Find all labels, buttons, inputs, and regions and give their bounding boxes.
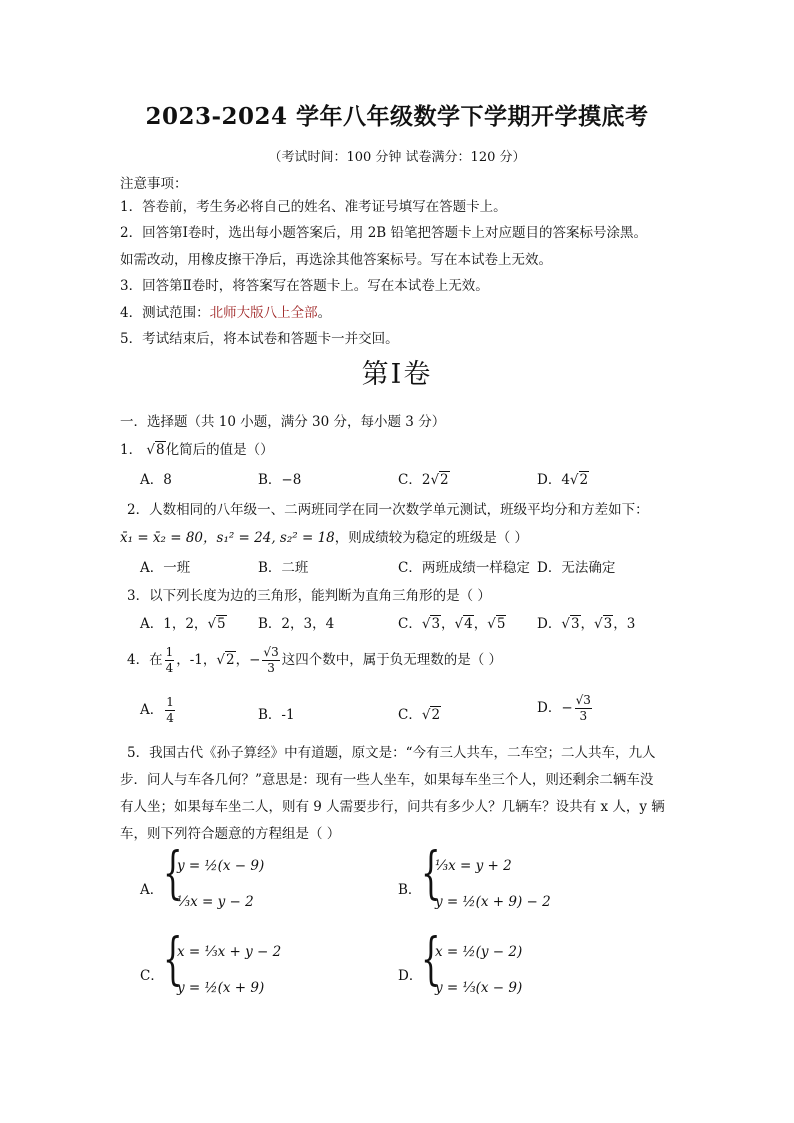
q2-stem: 2．人数相同的八年级一、二两班同学在同一次数学单元测试，班级平均分和方差如下： — [127, 502, 649, 518]
left-brace-icon: { — [163, 841, 183, 906]
note-4 — [120, 301, 331, 321]
q3-d-tail: ，3 — [613, 616, 636, 632]
q1-d-sqrt: √2 — [569, 472, 589, 488]
q5-d-eq1: x = ½(y − 2) — [435, 944, 523, 960]
q3-d-label: D． — [537, 616, 562, 632]
q1-c-radicand: 2 — [440, 472, 449, 488]
q3-option-c[interactable]: C．√3，√4，√5 — [398, 616, 506, 632]
q3-option-a[interactable] — [140, 612, 227, 632]
q2-option-b[interactable]: B．二班 — [258, 560, 309, 576]
note-5: 5．考试结束后，将本试卷和答题卡一并交回。 — [120, 331, 399, 347]
left-brace-icon: { — [421, 841, 441, 906]
q4-a-label: A． — [140, 702, 164, 718]
q4-option-c[interactable] — [398, 703, 441, 723]
q5-option-d-label[interactable]: D． — [398, 968, 423, 984]
q1-c-label: C． — [398, 472, 422, 488]
q1-sqrt: √8 — [146, 442, 165, 458]
note-3: 3．回答第Ⅱ卷时，将答案写在答题卡上。写在本试卷上无效。 — [120, 278, 489, 294]
q4-c-label: C． — [398, 707, 422, 723]
q5-option-b-system[interactable] — [421, 841, 601, 922]
q1-d-label: D． — [537, 472, 562, 488]
q4-radicand: 2 — [226, 652, 235, 668]
note-4-suffix: 。 — [317, 305, 332, 321]
q3-stem: 3．以下列长度为边的三角形，能判断为直角三角形的是（ ） — [127, 588, 491, 604]
q5-line-3: 有人坐；如果每车坐二人，则有 9 人需要步行，问共有多少人？几辆车？设共有 x 人，y 辆 — [120, 799, 665, 815]
q4-fraction-quarter — [165, 645, 175, 676]
q4-d-label: D．− — [537, 700, 573, 716]
q4-a-num: 1 — [166, 695, 174, 709]
q3-d-radicand-2: 3 — [603, 616, 613, 632]
q3-c-sqrt-3: √5 — [487, 616, 506, 632]
note-2b: 如需改动，用橡皮擦干净后，再选涂其他答案标号。写在本试卷上无效。 — [120, 252, 552, 268]
q3-a-radicand: 5 — [217, 616, 226, 632]
q3-a-sqrt: √5 — [207, 616, 226, 632]
q5-b-eq2: y = ½(x + 9) − 2 — [435, 894, 551, 910]
q3-c-sqrt-1: √3 — [421, 616, 441, 632]
q4-neg-num: √3 — [263, 645, 279, 659]
q5-a-eq2: ⅓x = y − 2 — [177, 894, 254, 910]
q4-c-radicand: 2 — [431, 707, 441, 723]
q4-frac-den: 4 — [165, 661, 174, 675]
note-2a: 2．回答第Ⅰ卷时，选出每小题答案后，用 2B 铅笔把答题卡上对应题目的答案标号涂黑。 — [120, 225, 648, 241]
q4-neg-den: 3 — [267, 661, 275, 675]
q5-option-a-label[interactable]: A． — [140, 882, 164, 898]
q4-d-num: √3 — [575, 693, 591, 707]
q4-option-d[interactable] — [537, 693, 594, 724]
q1-option-d[interactable] — [537, 468, 589, 488]
q1-option-a[interactable]: A．8 — [140, 472, 172, 488]
section-title: 第Ⅰ卷 — [361, 359, 433, 390]
q4-neg-num-rad: 3 — [271, 645, 279, 659]
q5-option-a-system[interactable] — [163, 841, 323, 922]
q4-fraction-neg — [262, 645, 279, 676]
q5-c-eq2: y = ½(x + 9) — [177, 980, 265, 996]
q5-a-eq1: y = ½(x − 9) — [177, 858, 265, 874]
q1-radicand: 8 — [156, 442, 165, 458]
q5-option-b-label[interactable]: B． — [398, 882, 422, 898]
q3-a-prefix: A．1，2， — [140, 616, 208, 632]
q5-line-1: 5．我国古代《孙子算经》中有道题，原文是：“今有三人共车，二车空；二人共车，九人 — [127, 745, 656, 761]
q3-d-sqrt-1: √3 — [561, 616, 580, 632]
q5-b-eq1: ⅓x = y + 2 — [435, 858, 512, 874]
q3-option-d[interactable]: D．√3，√3，3 — [537, 616, 636, 632]
q4-prefix: 4．在 — [127, 652, 163, 668]
q5-option-d-system[interactable] — [421, 927, 581, 1008]
q3-c-radicand-3: 5 — [496, 616, 506, 632]
q4-sqrt: √2 — [216, 652, 235, 668]
left-brace-icon: { — [163, 927, 183, 992]
q1-c-coef: 2 — [421, 472, 431, 488]
q4-option-b[interactable]: B．-1 — [258, 707, 295, 723]
q2-option-c[interactable]: C．两班成绩一样稳定 — [398, 560, 530, 576]
q4-a-den: 4 — [166, 711, 174, 725]
q3-c-radicand-1: 3 — [431, 616, 441, 632]
q4-d-fraction — [575, 693, 592, 724]
part1-header: 一．选择题（共 10 小题，满分 30 分，每小题 3 分） — [120, 414, 446, 430]
note-4-prefix: 4．测试范围： — [120, 305, 210, 321]
q5-d-eq2: y = ⅓(x − 9) — [435, 980, 523, 996]
left-brace-icon: { — [421, 927, 441, 992]
q4-c-sqrt: √2 — [421, 707, 441, 723]
q4-d-den: 3 — [579, 709, 588, 723]
q2-option-d[interactable]: D．无法确定 — [537, 560, 616, 576]
q1-d-coef: 4 — [561, 472, 570, 488]
q4-frac-num: 1 — [165, 645, 174, 659]
q3-d-radicand-1: 3 — [570, 616, 580, 632]
note-4-range: 北师大版八上全部 — [209, 305, 318, 321]
notes-header: 注意事项： — [120, 176, 188, 192]
q1-number: 1． — [120, 442, 143, 458]
exam-subtitle: （考试时间：100 分钟 试卷满分：120 分） — [268, 150, 526, 165]
q1-c-sqrt: √2 — [430, 472, 449, 488]
q2-option-a[interactable]: A．一班 — [140, 560, 191, 576]
q4-mid2: ，− — [235, 652, 261, 668]
note-1: 1．答卷前，考生务必将自己的姓名、准考证号填写在答题卡上。 — [120, 199, 507, 215]
q2-formula: x̄₁ = x̄₂ = 80，s₁² = 24, s₂² = 18 — [120, 530, 335, 546]
q4-a-fraction — [165, 695, 175, 726]
q5-line-2: 步．问人与车各几何？”意思是：现有一些人坐车，如果每车坐三个人，则还剩余二辆车没 — [120, 772, 654, 788]
q4-mid1: ，-1， — [176, 652, 217, 668]
q4-text: 这四个数中，属于负无理数的是（ ） — [281, 652, 502, 668]
q3-c-radicand-2: 4 — [464, 616, 473, 632]
q1-stem — [120, 438, 274, 458]
q5-line-4: 车，则下列符合题意的方程组是（ ） — [120, 826, 341, 842]
exam-title: 2023-2024 学年八年级数学下学期开学摸底考 — [145, 103, 649, 130]
q1-option-b[interactable]: B．−8 — [258, 472, 302, 488]
q4-option-a[interactable] — [140, 695, 177, 726]
q1-option-c[interactable] — [398, 468, 450, 488]
q1-text: 化简后的值是（） — [165, 442, 274, 458]
q1-d-radicand: 2 — [579, 472, 589, 488]
q5-option-c-system[interactable] — [163, 927, 343, 1008]
q3-d-sqrt-2: √3 — [594, 616, 613, 632]
q5-c-eq1: x = ⅓x + y − 2 — [177, 944, 282, 960]
q3-c-label: C． — [398, 616, 422, 632]
q2-tail: ，则成绩较为稳定的班级是（ ） — [334, 530, 529, 546]
q3-c-sqrt-2: √4 — [454, 616, 473, 632]
q3-option-b[interactable]: B．2，3，4 — [258, 616, 335, 632]
q4-d-num-rad: 3 — [583, 693, 591, 707]
q4-stem — [127, 645, 502, 676]
q5-option-c-label[interactable]: C． — [140, 968, 164, 984]
q2-formula-line — [120, 526, 528, 546]
